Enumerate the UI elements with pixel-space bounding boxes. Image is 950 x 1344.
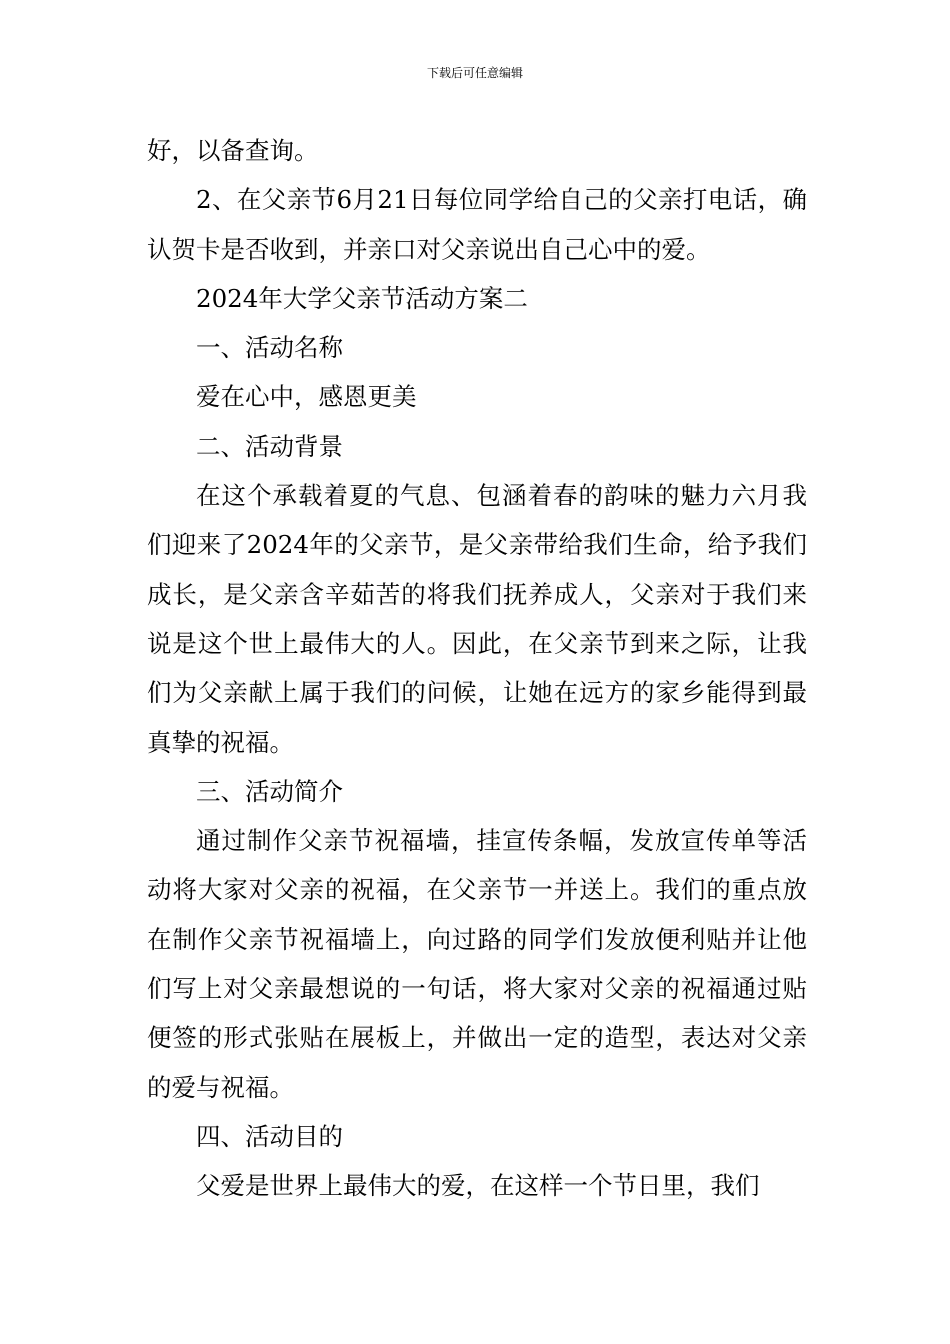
paragraph-continuation: 好，以备查询。 (147, 136, 319, 165)
paragraph-phone-call: 2、在父亲节6月21日每位同学给自己的父亲打电话，确认贺卡是否收到，并亲口对父亲说出自己心中的爱。 (147, 185, 807, 264)
heading-activity-purpose: 四、活动目的 (196, 1121, 343, 1151)
section-title-plan-two: 2024年大学父亲节活动方案二 (196, 283, 528, 313)
heading-activity-background: 二、活动背景 (196, 431, 343, 461)
heading-activity-intro: 三、活动简介 (196, 776, 343, 806)
paragraph-intro: 通过制作父亲节祝福墙，挂宣传条幅，发放宣传单等活动将大家对父亲的祝福，在父亲节一并送上。我们的重点放在制作父亲节祝福墙上，向过路的同学们发放便利贴并让他们写上对父亲最想说的一句话，将大家对父亲的祝福通过贴便签的形式张贴在展板上，并做出一定的造型，表达对父亲的爱与祝福。 (147, 826, 807, 1102)
paragraph-background: 在这个承载着夏的气息、包涵着春的韵味的魅力六月我们迎来了2024年的父亲节，是父亲带给我们生命，给予我们成长，是父亲含辛茹苦的将我们抚养成人，父亲对于我们来说是这个世上最伟大的人。因此，在父亲节到来之际，让我们为父亲献上属于我们的问候，让她在远方的家乡能得到最真挚的祝福。 (147, 481, 807, 757)
activity-name-value: 爱在心中，感恩更美 (196, 382, 417, 412)
heading-activity-name: 一、活动名称 (196, 333, 343, 363)
document-body (147, 126, 807, 1211)
page-header-note: 下载后可任意编辑 (426, 66, 523, 80)
paragraph-purpose: 父爱是世界上最伟大的爱，在这样一个节日里，我们 (196, 1171, 760, 1201)
